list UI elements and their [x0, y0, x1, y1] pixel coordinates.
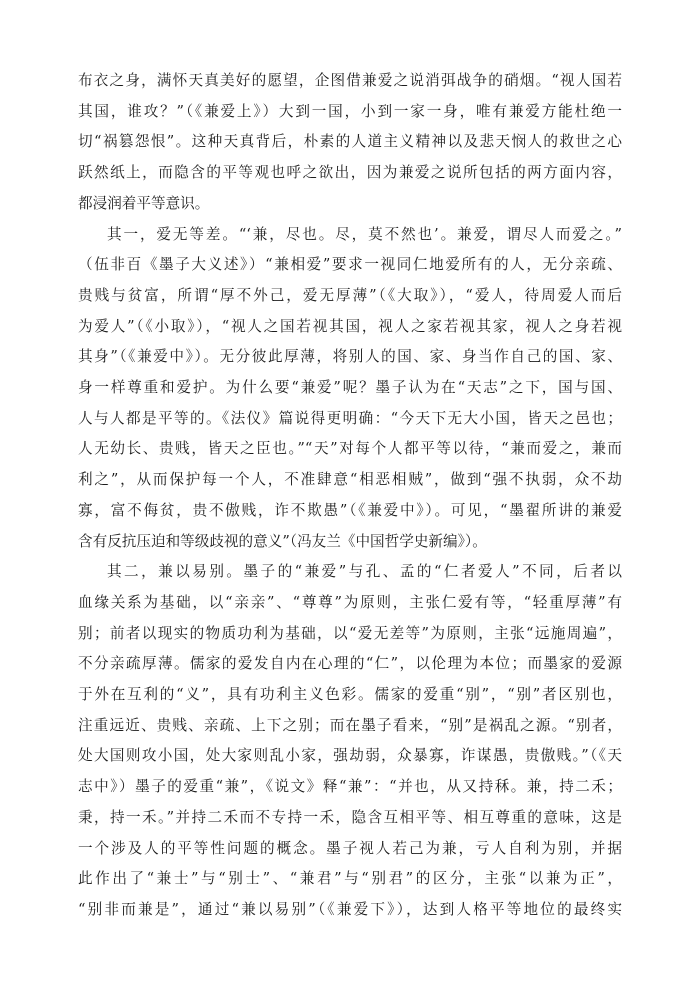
- text-line: 利之”，从而保护每一个人，不准肆意“相恶相贼”，做到“强不执弱，众不劫: [78, 471, 622, 489]
- text-line: 其二，兼以易别。墨子的“兼爱”与孔、孟的“仁者爱人”不同，后者以: [107, 563, 622, 581]
- text-line: 人与人都是平等的。《法仪》篇说得更明确：“今天下无大小国，皆天之邑也；: [78, 409, 622, 427]
- text-line: 布衣之身，满怀天真美好的愿望，企图借兼爱之说消弭战争的硝烟。“视人国若: [78, 72, 622, 89]
- text-line: 一个涉及人的平等性问题的概念。墨子视人若己为兼，亏人自利为别，并据: [78, 839, 622, 857]
- text-line: 贵贱与贫富，所谓“厚不外己，爱无厚薄”（《大取》），“爱人，待周爱人而后: [78, 286, 622, 304]
- text-line: 含有反抗压迫和等级歧视的意义”（冯友兰《中国哲学史新编》）。: [78, 532, 487, 550]
- text-line: 其一，爱无等差。“‘兼，尽也。尽，莫不然也’。兼爱，谓尽人而爱之。”: [107, 225, 622, 243]
- document-body: [78, 66, 622, 926]
- text-line: 其国，谁攻？”（《兼爱上》）大到一国，小到一家一身，唯有兼爱方能杜绝一: [78, 102, 622, 120]
- text-line: 跃然纸上，而隐含的平等观也呼之欲出，因为兼爱之说所包括的两方面内容，: [78, 164, 622, 182]
- text-line: （伍非百《墨子大义述》）“兼相爱”要求一视同仁地爱所有的人，无分亲疏、: [78, 256, 622, 274]
- text-line: 志中》）墨子的爱重“兼”，《说文》释“兼”：“并也，从又持秝。兼，持二禾；: [78, 778, 622, 796]
- text-line: 人无幼长、贵贱，皆天之臣也。”“天”对每个人都平等以待，“兼而爱之，兼而: [78, 440, 622, 458]
- text-line: 处大国则攻小国，处大家则乱小家，强劫弱，众暴寡，诈谋愚，贵傲贱。”（《天: [78, 747, 622, 765]
- text-line: 不分亲疏厚薄。儒家的爱发自内在心理的“仁”，以伦理为本位；而墨家的爱源: [78, 655, 622, 673]
- paragraph-3: [78, 557, 622, 925]
- text-line: 都浸润着平等意识。: [78, 194, 210, 212]
- text-line: 秉，持一禾。”并持二禾而不专持一禾，隐含互相平等、相互尊重的意味，这是: [78, 808, 622, 826]
- text-line: 切“祸篡怨恨”。这种天真背后，朴素的人道主义精神以及悲天悯人的救世之心: [78, 133, 622, 151]
- paragraph-2: [78, 220, 622, 558]
- text-line: 血缘关系为基础，以“亲亲”、“尊尊”为原则，主张仁爱有等，“轻重厚薄”有: [78, 593, 622, 611]
- paragraph-1: [78, 66, 622, 220]
- text-line: 身一样尊重和爱护。为什么要“兼爱”呢？墨子认为在“天志”之下，国与国、: [78, 379, 622, 397]
- text-line: 寡，富不侮贫，贵不傲贱，诈不欺愚”（《兼爱中》）。可见，“墨翟所讲的兼爱: [78, 501, 622, 519]
- text-line: 此作出了“兼士”与“别士”、“兼君”与“别君”的区分，主张“以兼为正”，: [78, 870, 622, 888]
- text-line: “别非而兼是”，通过“兼以易别”（《兼爱下》），达到人格平等地位的最终实: [78, 900, 622, 918]
- text-line: 其身”（《兼爱中》）。无分彼此厚薄，将别人的国、家、身当作自己的国、家、: [78, 348, 622, 366]
- text-line: 别；前者以现实的物质功利为基础，以“爱无差等”为原则，主张“远施周遍”，: [78, 624, 622, 642]
- text-line: 注重远近、贵贱、亲疏、上下之别；而在墨子看来，“别”是祸乱之源。“别者，: [78, 716, 622, 734]
- text-line: 于外在互利的“义”，具有功利主义色彩。儒家的爱重“别”，“别”者区别也，: [78, 686, 622, 704]
- text-line: 为爱人”（《小取》），“视人之国若视其国，视人之家若视其家，视人之身若视: [78, 317, 622, 335]
